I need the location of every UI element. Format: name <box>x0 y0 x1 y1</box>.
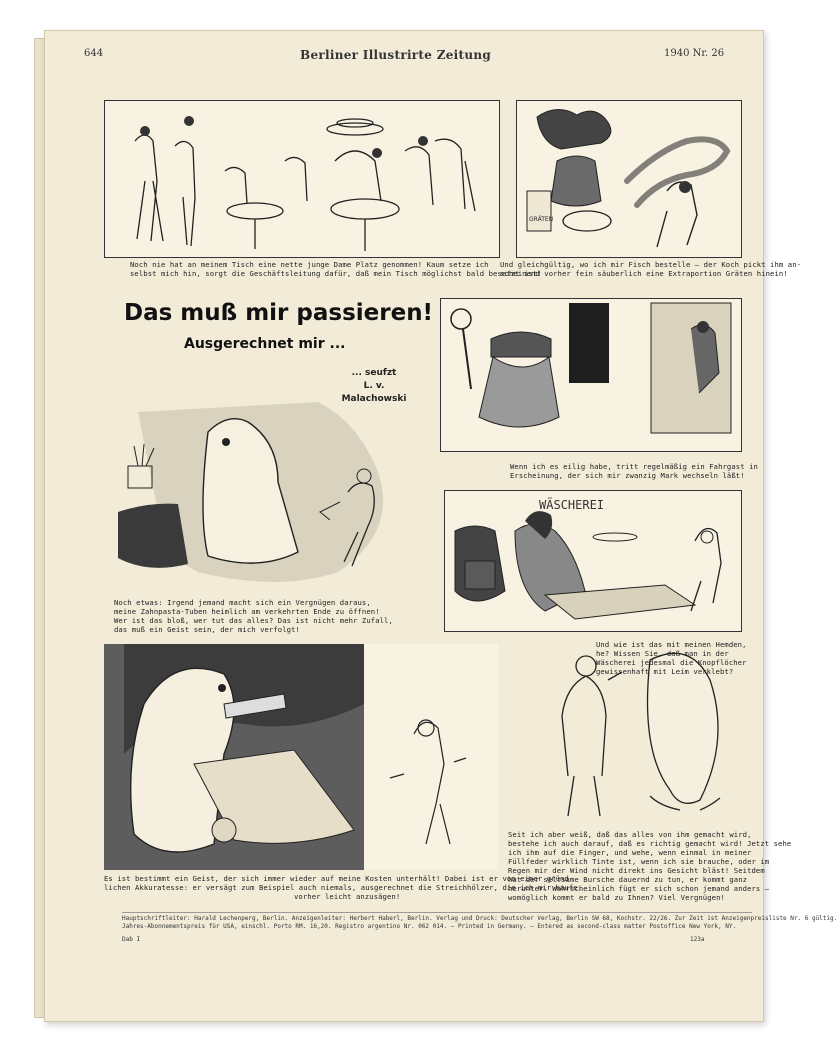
cartoon-conductor <box>440 298 742 452</box>
cartoon-cafe <box>104 100 500 258</box>
toothpaste-illustration <box>108 372 418 592</box>
cafe-illustration <box>105 101 499 257</box>
caption-toothpaste: Noch etwas: Irgend jemand macht sich ein Vergnügen daraus, meine Zahnpasta-Tuben heimlich am verkehrten Ende zu öffnen! Wer ist das bloß, wer tut das alles? Das ist nicht mehr Zufall, das muß ein Geist sein, der mich verfolgt! <box>114 598 393 634</box>
ghost-saw-illustration <box>104 644 498 870</box>
caption-conductor: Wenn ich es eilig habe, tritt regelmäßig ein Fahrgast in Erscheinung, der sich mir zwanzig Mark wechseln läßt! <box>510 462 758 480</box>
footer-code-right: 123a <box>690 936 705 943</box>
byline-initials: L. v. <box>363 381 385 391</box>
article-title: Das muß mir passieren! <box>124 300 434 326</box>
cartoon-fish-cook <box>516 100 742 258</box>
byline-author: Malachowski <box>341 394 407 404</box>
jar-label: GRÄTEN <box>529 216 554 223</box>
conductor-illustration <box>441 299 741 451</box>
caption-fish: Und gleichgültig, wo ich mir Fisch bestelle – der Koch pickt ihm an- scheinend vorher fein säuberlich eine Extraportion Gräten hinein! <box>500 260 802 278</box>
byline-sigh: ... seufzt <box>351 368 397 378</box>
cartoon-ghost-saw <box>104 644 498 870</box>
caption-cafe: Noch nie hat an meinem Tisch eine nette junge Dame Platz genommen! Kaum setze ich selbst mich hin, sorgt die Geschäftsleitung dafür, daß mein Tisch möglichst bald besetzt ist! <box>130 260 542 278</box>
issue-number: 1940 Nr. 26 <box>664 48 725 59</box>
caption-saw: Es ist bestimmt ein Geist, der sich immer wieder auf meine Kosten unterhält! Dabei ist er von einer gründ- lichen Akkuratesse: er versägt zum Beispiel auch niemals, ausgerechnet die Streichhölzer, die ich mir kaufe, vorher leicht anzusägen! <box>104 874 583 901</box>
footer-code-left: Dab I <box>122 936 141 943</box>
cartoon-toothpaste <box>108 372 418 592</box>
laundry-sign: WÄSCHEREI <box>539 498 605 512</box>
cartoon-laundry <box>444 490 742 632</box>
laundry-illustration <box>445 491 741 631</box>
imprint: Hauptschriftleiter: Harald Lechenperg, Berlin. Anzeigenleiter: Herbert Haberl, Berlin. Verlag und Druck: Deutscher Verlag, Berlin SW 68, Kochstr. 22/26. Zur Zeit ist Anzeigenpreisliste Nr. 6 gültig. Jahres-Abonnementspreis für USA, einschl. Porto RM. 16,20. Registro argentino Nr. 062 014. — Printed in Germany. — Entered as second-class matter Postoffice New York, NY. <box>122 912 752 931</box>
caption-laundry: Und wie ist das mit meinen Hemden, he? Wissen Sie, daß man in der Wäscherei jedesmal die Knopflöcher gewissenhaft mit Leim verklebt? <box>596 640 747 676</box>
caption-pen: Seit ich aber weiß, daß das alles von ihm gemacht wird, bestehe ich auch darauf, daß es richtig gemacht wird! Jetzt sehe ich ihm auf die Finger, und wehe, wenn einmal in meiner Füllfeder wirklich Tinte ist, wenn ich sie brauche, oder im Regen mir der Wind nicht direkt ins Gesicht bläst! Seitdem hat der seltsame Bursche dauernd zu tun, er kommt ganz herunter. Wahrscheinlich fügt er sich schon jemand anders – womöglich kommt er bald zu Ihnen? Viel Vergnügen! <box>508 830 792 902</box>
publication-title: Berliner Illustrirte Zeitung <box>300 48 492 62</box>
cook-illustration <box>517 101 741 257</box>
page-number: 644 <box>84 48 104 59</box>
article-subtitle: Ausgerechnet mir ... <box>184 336 346 352</box>
